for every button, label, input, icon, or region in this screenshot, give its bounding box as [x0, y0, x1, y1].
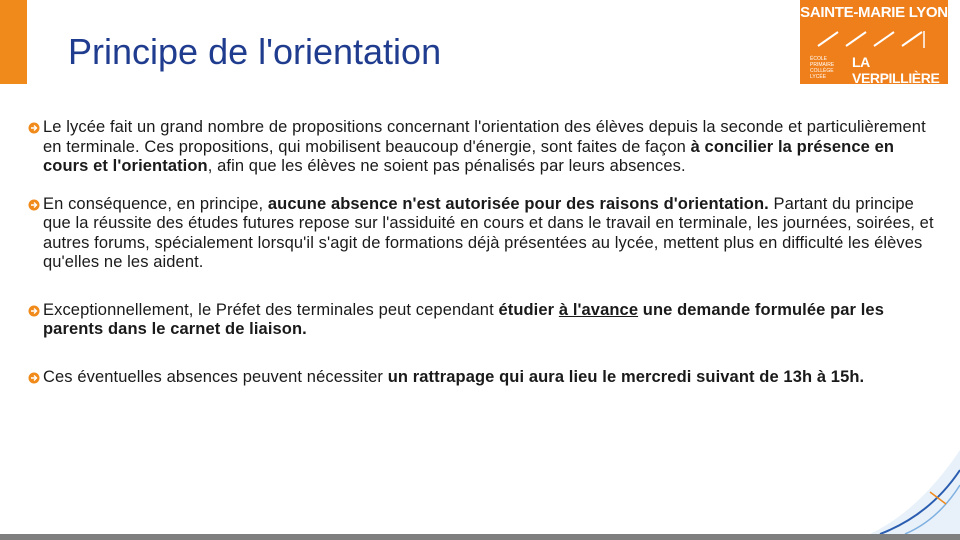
decorative-corner-art [860, 430, 960, 534]
bullet-text: En conséquence, en principe, [43, 194, 268, 213]
bullet-text-bold: étudier [498, 300, 559, 319]
bullet-text-bold: un rattrapage qui aura lieu le mercredi suivant de 13h à 15h. [387, 367, 865, 386]
bullet-text: Le lycée fait un grand nombre de propositions concernant l'orientation des élèves depuis la seconde et particulièrement en terminale. Ces propositions, qui mobilisent beaucoup d'énergie, sont faites de façon [43, 118, 926, 156]
logo-line1: SAINTE-MARIE LYON [800, 4, 948, 21]
bullet-text-bold: à concilier la présence en cours et l'orientation [43, 137, 895, 175]
footer-stripe [0, 534, 960, 540]
bullet-text-bold: une demande formulée par les parents dans le carnet de liaison. [43, 300, 884, 338]
list-item [28, 368, 938, 388]
bullet-list [28, 118, 938, 387]
bullet-text-bold: aucune absence n'est autorisée pour des raisons d'orientation. [267, 194, 769, 213]
list-item [28, 118, 938, 177]
logo-emblem-icon [814, 28, 934, 50]
bullet-text-bold-underlined: à l'avance [558, 300, 639, 319]
bullet-text: Exceptionnellement, le Préfet des terminales peut cependant [43, 300, 499, 319]
bullet-text: Ces éventuelles absences peuvent nécessiter [43, 367, 388, 386]
arrow-circle-right-icon [28, 305, 40, 317]
arrow-circle-right-icon [28, 122, 40, 134]
logo-line2: LA VERPILLIÈRE [852, 54, 940, 86]
bullet-text: , afin que les élèves ne soient pas pénalisés par leurs absences. [207, 157, 686, 175]
school-logo [800, 0, 948, 84]
list-item [28, 195, 938, 273]
list-item [28, 301, 938, 340]
arrow-circle-right-icon [28, 372, 40, 384]
page-title: Principe de l'orientation [68, 31, 442, 72]
logo-subtext: ÉCOLE PRIMAIRE COLLÈGE LYCÉE [810, 56, 835, 80]
arrow-circle-right-icon [28, 199, 40, 211]
accent-bar [0, 0, 27, 84]
bullet-text: Partant du principe que la réussite des études futures repose sur l'assiduité en cours et dans le travail en terminale, les journées, soirées, et autres forums, spécialement lorsqu'il s'agit de formations déjà présentées au lycée, mettent plus en difficulté les élèves qu'elles ne les aident. [43, 194, 934, 271]
